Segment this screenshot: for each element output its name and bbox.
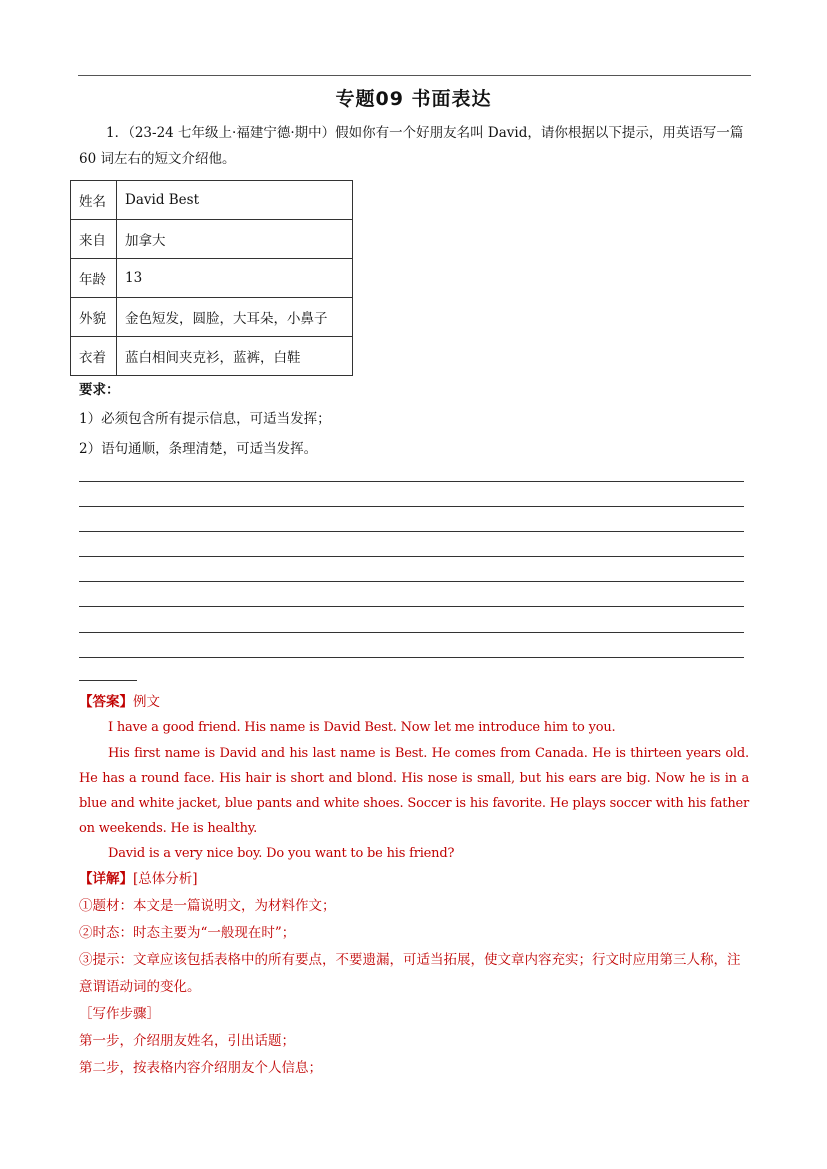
writing-line [79,481,744,482]
detail-block [79,866,751,1082]
table-key: 来自 [71,220,117,259]
answer-tag: 【答案】 [79,694,133,710]
point-number: ③ [79,952,93,968]
header-rule [78,75,751,76]
detail-label [79,866,751,893]
detail-point [79,893,751,920]
table-key: 姓名 [71,181,117,220]
table-row [71,220,353,259]
answer-paragraph: His first name is David and his last name is Best. He comes from Canada. He is thirteen years old. He has a round face. His hair is short and blond. His nose is small, but his ears are big. Now he is in a blue and white jacket, blue pants and white shoes. Soccer is his favorite. He plays soccer with his father on weekends. He is healthy. [79,746,749,836]
answer-tag-text: 例文 [133,694,160,710]
step-item: 第二步，按表格内容介绍朋友个人信息； [79,1060,322,1076]
table-value: 13 [117,259,353,298]
answer-paragraph: David is a very nice boy. Do you want to be his friend? [108,846,455,861]
table-value: 蓝白相间夹克衫，蓝裤，白鞋 [117,337,353,376]
answer-paragraph: I have a good friend. His name is David Best. Now let me introduce him to you. [108,720,616,735]
requirement-item: 1）必须包含所有提示信息，可适当发挥； [79,411,331,427]
table-row [71,337,353,376]
table-row [71,298,353,337]
steps-title: ［写作步骤］ [79,1006,160,1022]
detail-tag: 【详解】 [79,871,133,887]
point-number: ① [79,898,93,914]
point-text: 时态：时态主要为“一般现在时”； [92,925,296,941]
writing-line [79,657,744,658]
writing-line [79,556,744,557]
table-key: 年龄 [71,259,117,298]
writing-line [79,506,744,507]
writing-line [79,581,744,582]
table-value: 金色短发，圆脸，大耳朵，小鼻子 [117,298,353,337]
step-item: 第一步，介绍朋友姓名，引出话题； [79,1033,295,1049]
detail-tag-text: [总体分析] [133,871,198,887]
question-text: 1．（23-24 七年级上·福建宁德·期中）假如你有一个好朋友名叫 David，请你根据以下提示，用英语写一篇 60 词左右的短文介绍他。 [79,125,744,167]
table-row [71,181,353,220]
table-value: David Best [117,181,353,220]
table-key: 外貌 [71,298,117,337]
writing-line [79,606,744,607]
point-text: 题材：本文是一篇说明文，为材料作文； [92,898,336,914]
answer-label [79,690,160,710]
page-title: 专题09 书面表达 [335,88,492,110]
table-row [71,259,353,298]
detail-point [79,920,751,947]
table-value: 加拿大 [117,220,353,259]
writing-line [79,531,744,532]
short-rule [79,680,137,681]
writing-line [79,632,744,633]
table-key: 衣着 [71,337,117,376]
requirement-item: 2）语句通顺，条理清楚，可适当发挥。 [79,441,318,457]
requirements-title: 要求： [79,382,120,398]
point-text: 提示：文章应该包括表格中的所有要点，不要遗漏，可适当拓展，使文章内容充实；行文时应用第三人称，注意谓语动词的变化。 [79,952,741,995]
point-number: ② [79,925,93,941]
detail-point [79,947,751,1001]
info-table [70,180,353,376]
